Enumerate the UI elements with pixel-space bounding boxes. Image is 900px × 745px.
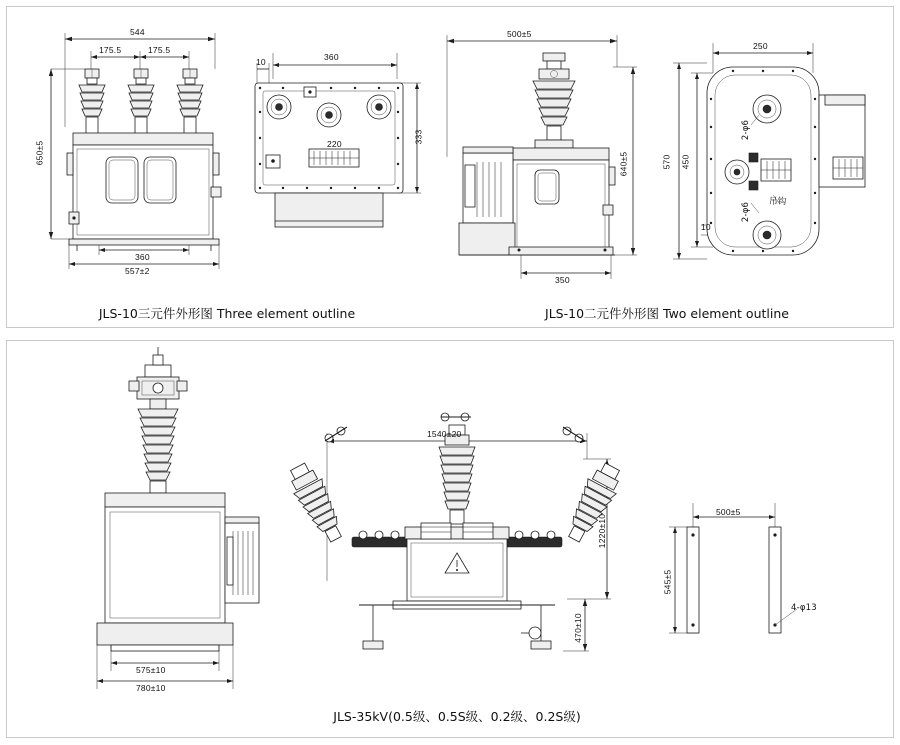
- dim-350: 350: [555, 275, 570, 285]
- dim-780: 780±10: [136, 683, 166, 693]
- panel-bottom: [6, 340, 894, 738]
- dim-360-top: 360: [324, 52, 339, 62]
- dim-1540: 1540±20: [427, 429, 462, 439]
- dim-2phi6-a: 2-φ6: [741, 119, 752, 141]
- dim-10-top: 10: [256, 57, 266, 67]
- dim-360-front: 360: [135, 252, 150, 262]
- panel-top: [6, 6, 894, 328]
- caption-two-element: JLS-10二元件外形图 Two element outline: [545, 306, 789, 321]
- dim-4phi13: 4-φ13: [791, 603, 817, 613]
- jls35-side-view: [97, 347, 259, 689]
- dim-640: 640±5: [618, 151, 629, 177]
- dim-10-two-top: 10: [701, 222, 711, 232]
- dim-545: 545±5: [662, 569, 673, 595]
- dim-557: 557±2: [125, 266, 150, 276]
- dim-544: 544: [130, 27, 145, 37]
- dim-175-5-b: 175.5: [148, 45, 171, 55]
- jls10-three-element-front-view: [67, 69, 221, 251]
- dim-2phi6-b: 2-φ6: [741, 201, 752, 223]
- dim-500-plate: 500±5: [716, 507, 741, 517]
- dim-570: 570: [661, 154, 672, 170]
- dim-1220: 1220±10: [597, 513, 608, 549]
- dim-175-5-a: 175.5: [99, 45, 122, 55]
- dim-575: 575±10: [136, 665, 166, 675]
- dim-650: 650±5: [34, 140, 45, 166]
- caption-jls35: JLS-35kV(0.5级、0.5S级、0.2级、0.2S级): [333, 709, 581, 724]
- bottom-panel-graphics: [7, 341, 895, 739]
- dim-500-two: 500±5: [507, 29, 532, 39]
- dim-450: 450: [680, 154, 691, 170]
- label-hook: 吊钩: [769, 197, 787, 207]
- top-panel-graphics: [7, 7, 895, 329]
- dim-333: 333: [413, 129, 424, 145]
- dim-220: 220: [327, 139, 342, 149]
- jls35-base-plate-detail: [669, 503, 797, 633]
- caption-three-element: JLS-10三元件外形图 Three element outline: [98, 306, 356, 321]
- jls10-two-element-front-view: [447, 35, 637, 279]
- dim-250: 250: [753, 41, 768, 51]
- dim-470: 470±10: [572, 613, 583, 643]
